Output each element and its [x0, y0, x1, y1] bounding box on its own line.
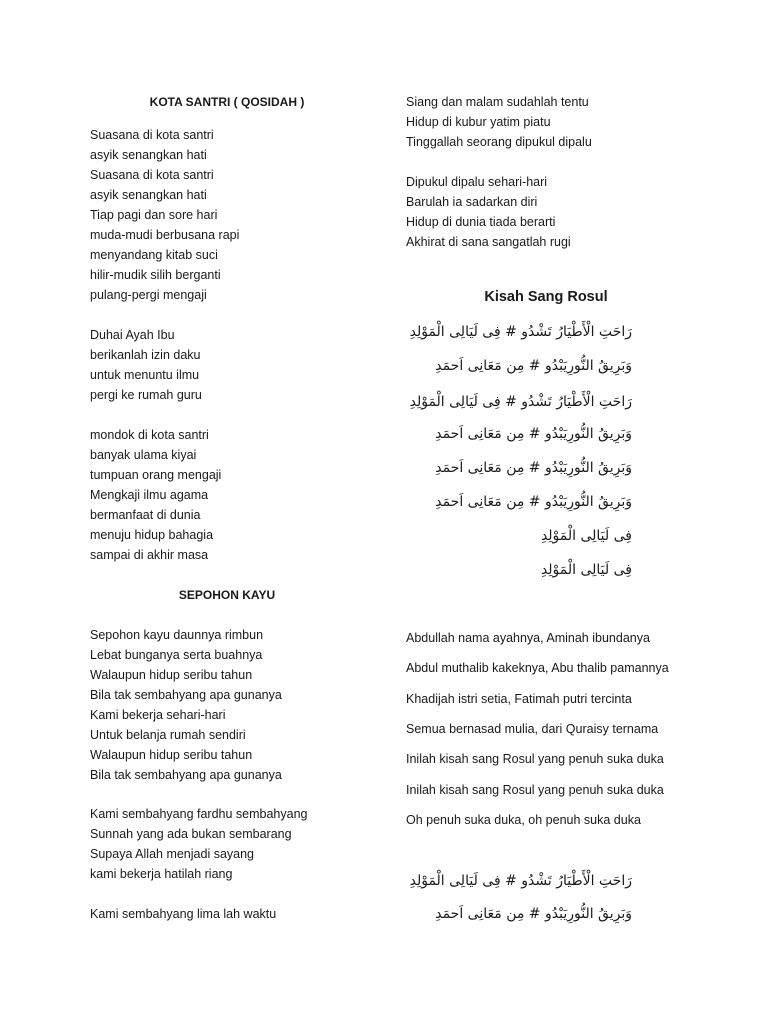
lyric-line: Hidup di dunia tiada berarti — [406, 215, 556, 229]
lyric-line: Barulah ia sadarkan diri — [406, 195, 538, 209]
lyric-line: Kami sembahyang lima lah waktu — [90, 907, 277, 921]
lyric-line: Kami bekerja sehari-hari — [90, 708, 226, 722]
lyric-line: Akhirat di sana sangatlah rugi — [406, 235, 571, 249]
lyric-line: Suasana di kota santri — [90, 128, 214, 142]
lyric-line: Mengkaji ilmu agama — [90, 488, 209, 502]
lyric-line: Suasana di kota santri — [90, 168, 214, 182]
lyric-line: Tinggallah seorang dipukul dipalu — [406, 135, 592, 149]
lyric-line: sampai di akhir masa — [90, 548, 209, 562]
lyric-line: Abdullah nama ayahnya, Aminah ibundanya — [406, 631, 650, 645]
arabic-verse-line: وَبَرِيقُ النُّورِيَبْدُو # مِن مَعَانِى اَحمَدِ — [435, 358, 632, 374]
lyric-line: asyik senangkan hati — [90, 148, 207, 162]
lyric-line: tumpuan orang mengaji — [90, 468, 222, 482]
lyric-line: Tiap pagi dan sore hari — [90, 208, 218, 222]
lyric-line: menyandang kitab suci — [90, 248, 218, 262]
lyric-line: Duhai Ayah Ibu — [90, 328, 175, 342]
lyric-line: Walaupun hidup seribu tahun — [90, 748, 253, 762]
lyric-line: bermanfaat di dunia — [90, 508, 201, 522]
lyric-line: banyak ulama kiyai — [90, 448, 197, 462]
lyric-line: Khadijah istri setia, Fatimah putri tercinta — [406, 692, 632, 706]
lyric-line: Sunnah yang ada bukan sembarang — [90, 827, 292, 841]
lyric-line: kami bekerja hatilah riang — [90, 867, 233, 881]
arabic-verse-line: فِى لَيَالِى الْمَوْلِدِ — [540, 528, 632, 544]
lyric-line: asyik senangkan hati — [90, 188, 207, 202]
lyric-line: Abdul muthalib kakeknya, Abu thalib pamannya — [406, 661, 669, 675]
arabic-verse-line: وَبَرِيقُ النُّورِيَبْدُو # مِن مَعَانِى اَحمَدِ — [435, 460, 632, 476]
lyric-line: Oh penuh suka duka, oh penuh suka duka — [406, 813, 641, 827]
song-title-sepohon-kayu: SEPOHON KAYU — [178, 588, 276, 602]
lyric-line: Siang dan malam sudahlah tentu — [406, 95, 589, 109]
lyric-line: pergi ke rumah guru — [90, 388, 202, 402]
lyric-line: Inilah kisah sang Rosul yang penuh suka duka — [406, 783, 664, 797]
lyric-line: Bila tak sembahyang apa gunanya — [90, 768, 282, 782]
lyric-line: Hidup di kubur yatim piatu — [406, 115, 551, 129]
lyric-line: untuk menuntu ilmu — [90, 368, 200, 382]
arabic-verse-line: رَاحَتِ الْأَطْيَارُ تَشْدُو # فِى لَيَالِى الْمَوْلِدِ — [409, 324, 632, 340]
lyric-line: muda-mudi berbusana rapi — [90, 228, 240, 242]
lyric-line: Dipukul dipalu sehari-hari — [406, 175, 548, 189]
section-heading-kisah-sang-rosul: Kisah Sang Rosul — [484, 289, 608, 305]
lyric-line: pulang-pergi mengaji — [90, 288, 207, 302]
lyric-line: Inilah kisah sang Rosul yang penuh suka duka — [406, 752, 664, 766]
lyric-line: Kami sembahyang fardhu sembahyang — [90, 807, 308, 821]
arabic-verse-line: رَاحَتِ الْأَطْيَارُ تَشْدُو # فِى لَيَالِى الْمَوْلِدِ — [409, 394, 632, 410]
arabic-verse-line: رَاحَتِ الْأَطْيَارُ تَشْدُو # فِى لَيَالِى الْمَوْلِدِ — [409, 873, 632, 889]
lyric-line: berikanlah izin daku — [90, 348, 201, 362]
arabic-verse-line: فِى لَيَالِى الْمَوْلِدِ — [540, 562, 632, 578]
arabic-verse-line: وَبَرِيقُ النُّورِيَبْدُو # مِن مَعَانِى اَحمَدِ — [435, 426, 632, 442]
lyric-line: Supaya Allah menjadi sayang — [90, 847, 255, 861]
lyric-line: Bila tak sembahyang apa gunanya — [90, 688, 282, 702]
lyric-line: menuju hidup bahagia — [90, 528, 214, 542]
lyric-line: hilir-mudik silih berganti — [90, 268, 221, 282]
lyric-line: Walaupun hidup seribu tahun — [90, 668, 253, 682]
lyric-line: mondok di kota santri — [90, 428, 209, 442]
arabic-verse-line: وَبَرِيقُ النُّورِيَبْدُو # مِن مَعَانِى اَحمَدِ — [435, 906, 632, 922]
arabic-verse-line: وَبَرِيقُ النُّورِيَبْدُو # مِن مَعَانِى اَحمَدِ — [435, 494, 632, 510]
lyric-line: Lebat bunganya serta buahnya — [90, 648, 263, 662]
lyric-line: Untuk belanja rumah sendiri — [90, 728, 246, 742]
lyric-line: Semua bernasad mulia, dari Quraisy ternama — [406, 722, 659, 736]
song-title-kota-santri: KOTA SANTRI ( QOSIDAH ) — [149, 95, 305, 109]
lyric-line: Sepohon kayu daunnya rimbun — [90, 628, 264, 642]
